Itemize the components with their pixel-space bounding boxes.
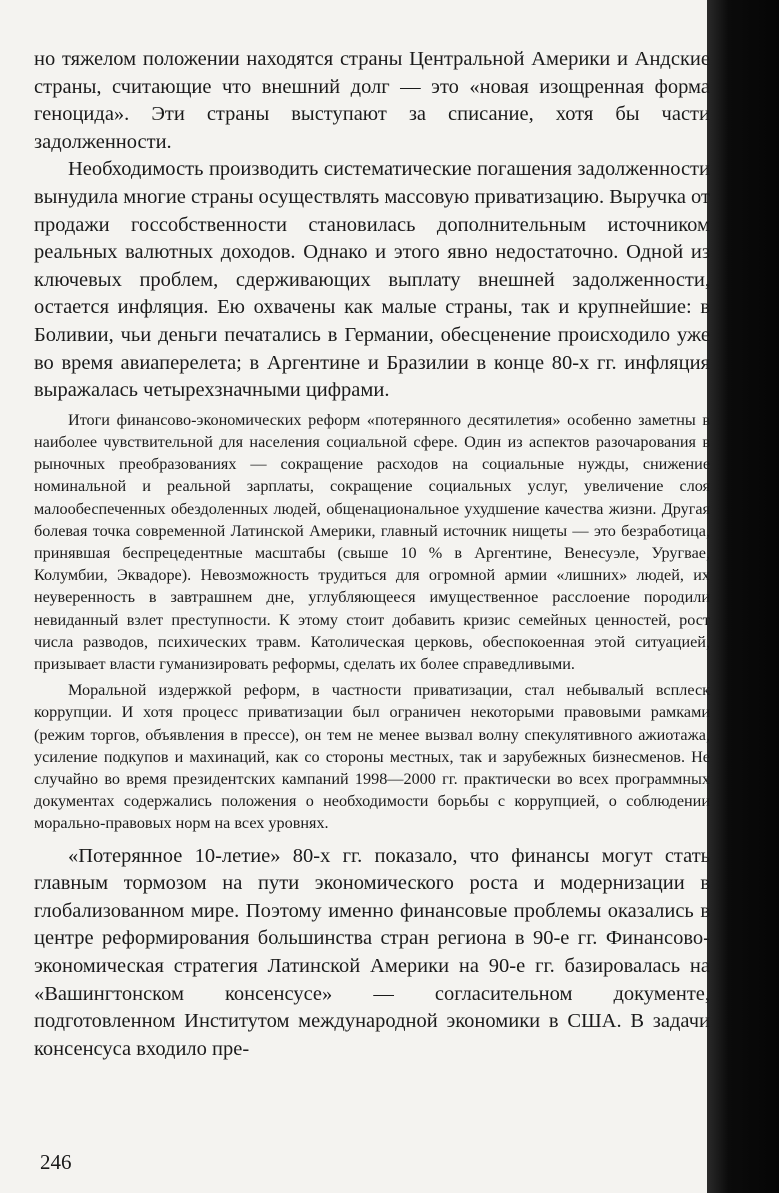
paragraph-social-results: Итоги финансово-экономических реформ «потерянного десятилетия» особенно заметны в наиболее чувствительной для населения социальной сфере. Один из аспектов разочарования в рыночных преобразованиях — сокращение расходов на социальные нужды, снижение номинальной и реальной зарплаты, сокращение социальных услуг, увеличение слоя малообеспеченных обездоленных людей, общенациональное ухудшение качества жизни. Другая болевая точка современной Латинской Америки, главный источник нищеты — это безработица, принявшая беспрецедентные масштабы (свыше 10 % в Аргентине, Венесуэле, Уругвае, Колумбии, Эквадоре). Невозможность трудиться для огромной армии «лишних» людей, их неуверенность в завтрашнем дне, углубляющееся имущественное расслоение породили невиданный взлет преступности. К этому стоит добавить кризис семейных ценностей, рост числа разводов, психических травм. Католическая церковь, обеспокоенная этой ситуацией, призывает власти гуманизировать реформы, сделать их более справедливыми. [34,410,710,673]
page-number: 246 [40,1150,72,1174]
paragraph-continuation: но тяжелом положении находятся страны Центральной Америки и Андские страны, считающие что внешний долг — это «новая изощренная форма геноцида». Эти страны выступают за списание, хотя бы части задолженности. [34,48,710,153]
paragraph-lost-decade: «Потерянное 10-летие» 80-х гг. показало, что финансы могут стать главным тормозом на пути экономического роста и модернизации в глобализованном мире. Поэтому именно финансовые проблемы оказались в центре реформирования большинства стран региона в 90-е гг. Финансово-экономическая стратегия Латинской Америки на 90-е гг. базировалась на «Вашингтонском консенсусе» — согласительном документе, подготовленном Институтом международной экономики в США. В задачи консенсуса входило пре- [34,844,710,1060]
paragraph-debt-privatization: Необходимость производить систематические погашения задолженности вынудила многие страны осуществлять массовую приватизацию. Выручка от продажи госсобственности становилась дополнительным источником реальных валютных доходов. Однако и этого явно недостаточно. Одной из ключевых проблем, сдерживающих выплату внешней задолженности, остается инфляция. Ею охвачены как малые страны, так и крупнейшие: в Боливии, чьи деньги печатались в Германии, обесценение происходило уже во время авиаперелета; в Аргентине и Бразилии в конце 80-х гг. инфляция выражалась четырехзначными цифрами. [34,158,710,402]
scan-dark-edge [707,0,779,1193]
paragraph-corruption: Моральной издержкой реформ, в частности приватизации, стал небывалый всплеск коррупции. И хотя процесс приватизации был ограничен некоторыми правовыми рамками (режим торгов, объявления в прессе), он тем не менее вызвал волну спекулятивного ажиотажа, усиление подкупов и махинаций, как со стороны местных, так и зарубежных бизнесменов. Не случайно во время президентских кампаний 1998—2000 гг. практически во всех программных документах содержались положения о необходимости борьбы с коррупцией, о соблюдении морально-правовых норм на всех уровнях. [34,681,710,833]
book-page [34,46,710,1063]
